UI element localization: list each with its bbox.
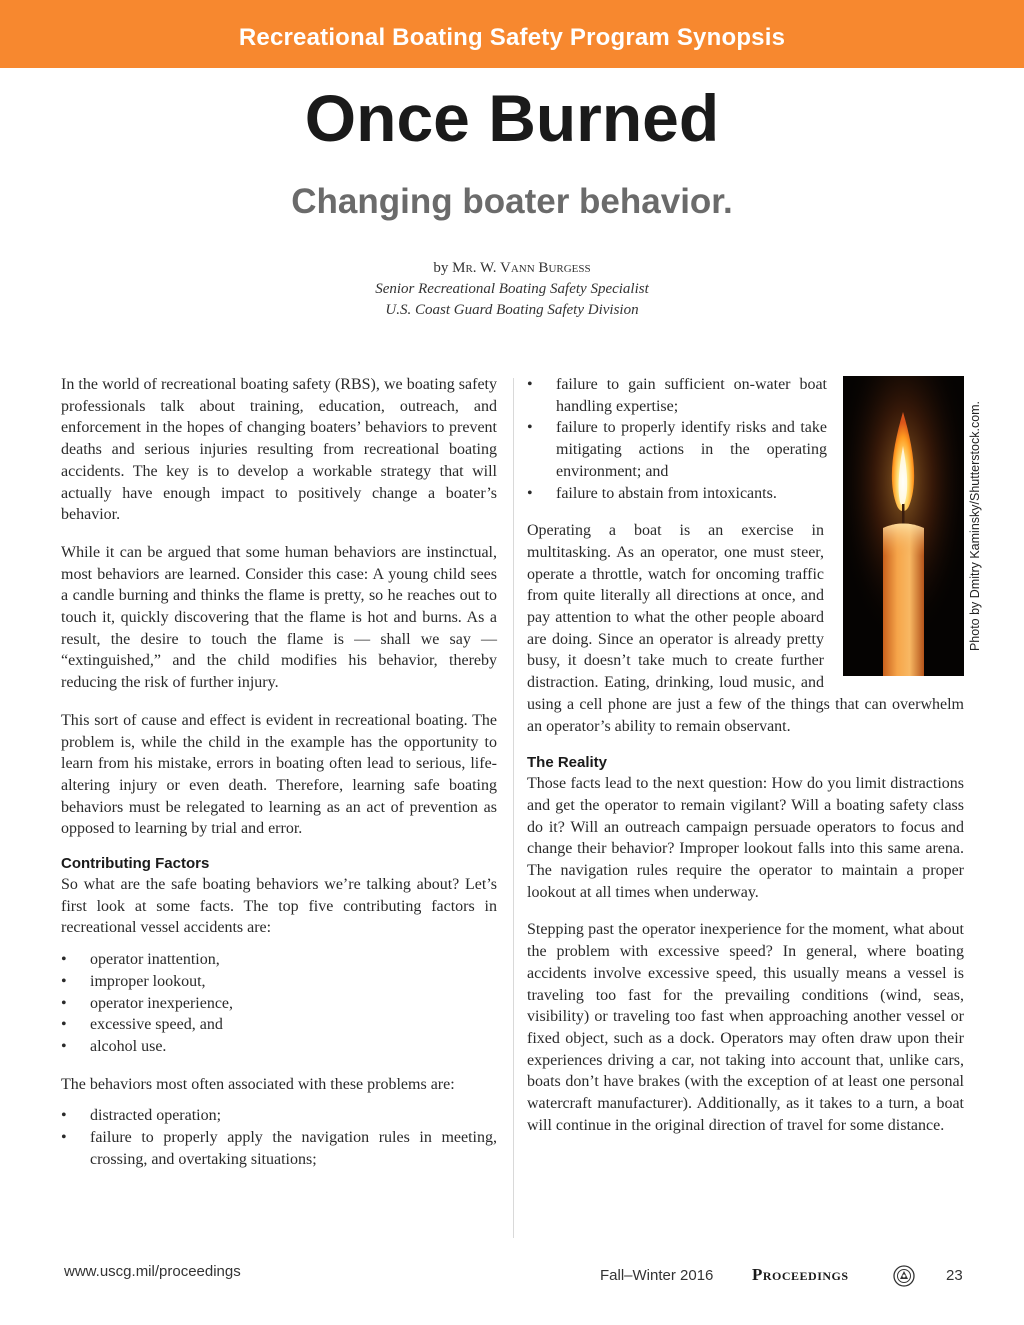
footer-url-link[interactable]: www.uscg.mil/proceedings — [64, 1263, 241, 1280]
photo-credit-text: Photo by Dmitry Kaminsky/Shutterstock.com. — [968, 400, 982, 652]
section-heading-contributing-factors: Contributing Factors — [61, 855, 210, 873]
list-item: • improper lookout, — [61, 971, 497, 993]
footer-issue-date: Fall–Winter 2016 — [600, 1267, 714, 1284]
behaviors-list-continued — [527, 374, 827, 504]
list-item: • alcohol use. — [61, 1036, 497, 1058]
list-item: • distracted operation; — [61, 1105, 497, 1127]
byline-by: by — [433, 260, 449, 276]
article-title: Once Burned — [304, 81, 720, 155]
footer-magazine-name: Proceedings — [752, 1265, 849, 1284]
candle-photo — [843, 376, 964, 676]
paragraph: In the world of recreational boating safety (RBS), we boating safety professionals talk about training, education, outreach, and enforcement in the hopes of changing boaters’ behaviors to prevent deaths and serious injuries resulting from recreational boating accidents. The key is to develop a workable strategy that will actually have enough impact to positively change a boater’s behavior. — [61, 376, 497, 524]
paragraph: The behaviors most often associated with these problems are: — [61, 1075, 455, 1093]
author-role: Senior Recreational Boating Safety Specialist — [375, 281, 649, 297]
behaviors-list — [61, 1105, 497, 1170]
list-item: • failure to properly identify risks and take mitigating actions in the operating environment; and — [527, 417, 827, 482]
author-name: Mr. W. Vann Burgess — [452, 260, 591, 276]
banner-title: Recreational Boating Safety Program Synopsis — [238, 24, 786, 51]
article-subtitle: Changing boater behavior. — [291, 182, 733, 221]
paragraph: Stepping past the operator inexperience for the moment, what about the problem with excessive speed? In general, where boating accidents involve excessive speed, this usually means a vessel is traveling too fast for the prevailing conditions (wind, seas, visibility) or traveling too fast when approaching another vessel or fixed object, such as a dock. Operators may often draw upon their experiences driving a car, not taking into account that, unlike cars, boats don’t have brakes (with the exception of at least one personal watercraft manufacturer). Additionally, as it takes to a turn, a boat will continue in the original direction of travel for some distance. — [527, 921, 964, 1134]
factors-list — [61, 949, 497, 1058]
list-item: • operator inexperience, — [61, 993, 497, 1015]
section-heading-the-reality: The Reality — [527, 754, 608, 772]
list-item: • excessive speed, and — [61, 1014, 497, 1036]
paragraph: Those facts lead to the next question: How do you limit distractions and get the operator to remain vigilant? Will a boating safety class do it? Will an outreach campaign persuade operators to focus and change their behavior? Improper lookout falls into this same arena. The navigation rules require the operator to maintain a proper lookout at all times when underway. — [527, 775, 964, 901]
list-item: • failure to properly apply the navigation rules in meeting, crossing, and overtaking situations; — [61, 1127, 497, 1170]
candle-image — [843, 376, 964, 676]
page-number: 23 — [946, 1267, 963, 1284]
paragraph: This sort of cause and effect is evident in recreational boating. The problem is, while the child in the example has the opportunity to learn from his mistake, errors in boating often lead to serious, life-altering injury or even death. Therefore, learning safe boating behaviors must be relegated to learning as an act of prevention as opposed to learning by trial and error. — [61, 711, 497, 838]
left-column — [61, 374, 497, 1187]
coast-guard-seal-icon — [893, 1265, 915, 1287]
paragraph: While it can be argued that some human behaviors are instinctual, most behaviors are learned. Consider this case: A young child sees a candle burning and thinks the flame is pretty, so he reaches out to touch it, quickly discovering that the flame is hot and burns. As a result, the desire to touch the flame is — shall we say — “extinguished,” and the child modifies his behavior, thereby reducing the risk of further injury. — [61, 543, 497, 692]
list-item: • failure to abstain from intoxicants. — [527, 483, 827, 505]
paragraph: Operating a boat is an exercise in multitasking. As an operator, one must steer, operate a throttle, watch for oncoming traffic from quite literally all directions at once, and pay attention to what the other people aboard are doing. Since an operator is already pretty busy, it doesn’t take much to create further distraction. Eating, drinking, loud music, and using a cell phone are just a few of the things that can overwhelm an operator’s ability to remain observant. — [527, 522, 964, 735]
photo-credit — [964, 376, 986, 676]
paragraph: So what are the safe boating behaviors we’re talking about? Let’s first look at some facts. The top five contributing factors in recreational vessel accidents are: — [61, 876, 497, 937]
column-divider — [513, 378, 514, 1238]
author-division: U.S. Coast Guard Boating Safety Division — [385, 302, 639, 318]
list-item: • operator inattention, — [61, 949, 497, 971]
list-item: • failure to gain sufficient on-water boat handling expertise; — [527, 374, 827, 417]
byline — [0, 258, 1024, 321]
